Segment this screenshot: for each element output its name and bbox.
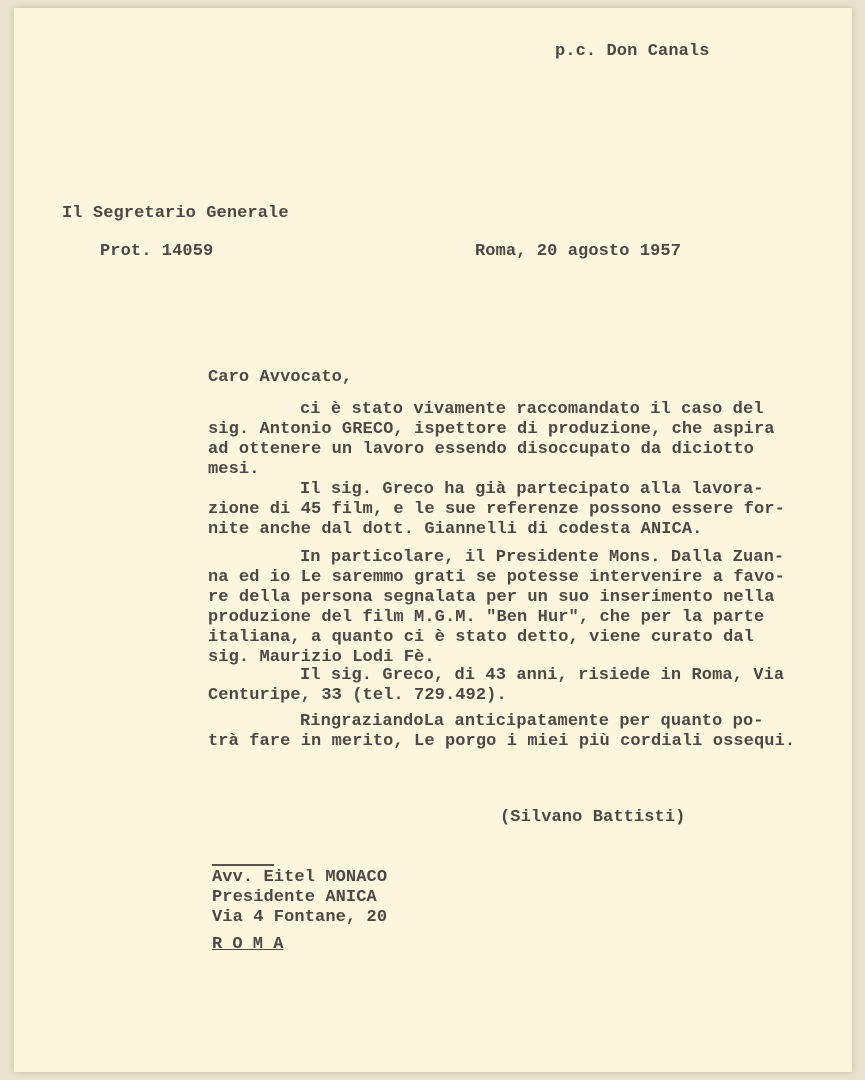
letter-page (14, 8, 852, 1072)
body-line: nite anche dal dott. Giannelli di codesta ANICA. (208, 520, 703, 539)
body-line: Il sig. Greco ha già partecipato alla lavora- (300, 480, 764, 499)
copy-note: p.c. Don Canals (555, 42, 710, 61)
recipient-name: Avv. Eitel MONACO (212, 868, 388, 887)
place-date: Roma, 20 agosto 1957 (475, 242, 682, 261)
body-line: sig. Maurizio Lodi Fè. (208, 648, 435, 667)
body-line: Il sig. Greco, di 43 anni, risiede in Roma, Via (300, 666, 785, 685)
body-line: na ed io Le saremmo grati se potesse intervenire a favo- (208, 568, 785, 587)
recipient-city: R O M A (212, 935, 284, 954)
body-line: trà fare in merito, Le porgo i miei più cordiali ossequi. (208, 732, 796, 751)
body-line: ci è stato vivamente raccomandato il caso del (300, 400, 764, 419)
body-line: ad ottenere un lavoro essendo disoccupato da diciotto (208, 440, 754, 459)
recipient-role: Presidente ANICA (212, 888, 377, 907)
body-line: re della persona segnalata per un suo inserimento nella (208, 588, 775, 607)
body-line: mesi. (208, 460, 260, 479)
body-line: italiana, a quanto ci è stato detto, viene curato dal (208, 628, 754, 647)
body-line: sig. Antonio GRECO, ispettore di produzione, che aspira (208, 420, 775, 439)
address-rule (212, 864, 274, 866)
body-line: RingraziandoLa anticipatamente per quanto po- (300, 712, 764, 731)
signature: (Silvano Battisti) (500, 808, 686, 827)
body-line: zione di 45 film, e le sue referenze possono essere for- (208, 500, 785, 519)
sender-title: Il Segretario Generale (62, 204, 289, 223)
body-line: In particolare, il Presidente Mons. Dalla Zuan- (300, 548, 785, 567)
protocol-number: Prot. 14059 (100, 242, 214, 261)
salutation: Caro Avvocato, (208, 368, 353, 387)
recipient-street: Via 4 Fontane, 20 (212, 908, 388, 927)
body-line: Centuripe, 33 (tel. 729.492). (208, 686, 507, 705)
body-line: produzione del film M.G.M. "Ben Hur", che per la parte (208, 608, 765, 627)
